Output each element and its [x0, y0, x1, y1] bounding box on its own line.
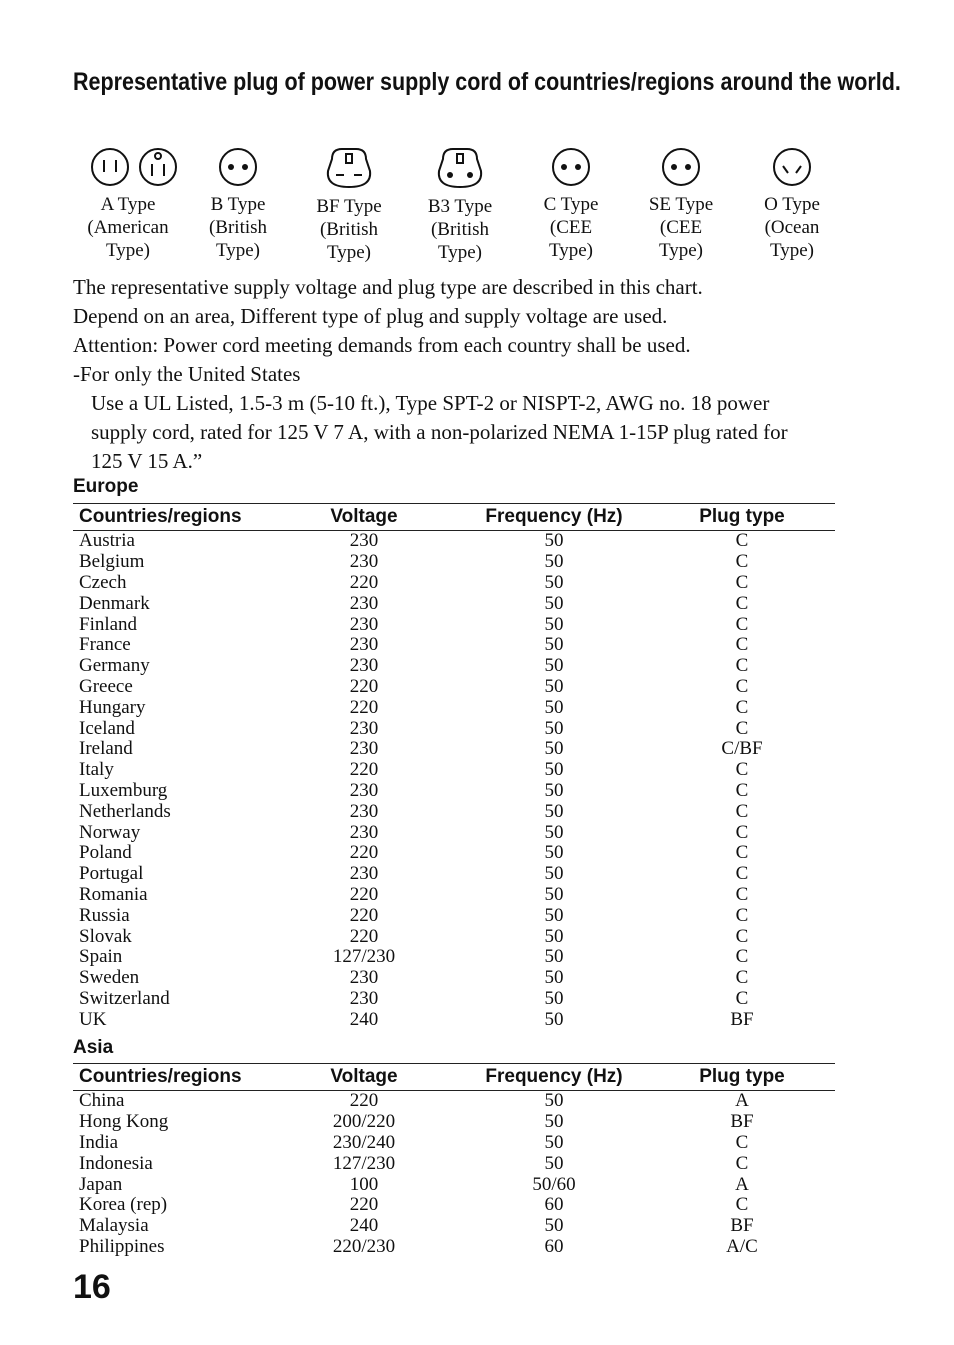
europe-table: [73, 503, 835, 1030]
plug-type-cell: C: [735, 1131, 749, 1153]
frequency-cell: 50: [544, 571, 564, 593]
plug-type-cell: C: [735, 967, 749, 989]
plug-type-cell: BF: [730, 1111, 754, 1133]
voltage-cell: 220: [349, 842, 379, 864]
page-title: Representative plug of power supply cord of countries/regions around the world.: [73, 68, 901, 96]
plug-b3-type: [405, 145, 515, 264]
description-line: The representative supply voltage and plug type are described in this chart.: [73, 275, 703, 299]
frequency-cell: 50: [544, 925, 564, 947]
frequency-cell: 50: [544, 717, 564, 739]
table-row: [73, 760, 835, 781]
voltage-cell: 220: [349, 904, 379, 926]
voltage-cell: 240: [349, 1215, 379, 1237]
description-line: 125 V 15 A.”: [91, 449, 203, 473]
table-row: [73, 1153, 835, 1174]
plug-type-cell: C: [735, 779, 749, 801]
frequency-cell: 50: [544, 1215, 564, 1237]
table-row: [73, 656, 835, 677]
page-number: 16: [73, 1268, 111, 1306]
plug-label: B Type (British Type): [208, 194, 268, 261]
frequency-cell: 50: [544, 1008, 564, 1030]
plug-c-type: [516, 145, 626, 262]
table-row: [73, 614, 835, 635]
table-row: [73, 739, 835, 760]
country-cell: Luxemburg: [79, 779, 168, 801]
frequency-cell: 50: [544, 904, 564, 926]
country-header: Countries/regions: [73, 504, 269, 531]
a-type-plug-icon: [78, 145, 178, 189]
plug-type-cell: C: [735, 571, 749, 593]
plug-type-cell: C: [735, 925, 749, 947]
voltage-cell: 220: [349, 1194, 379, 1216]
frequency-cell: 50: [544, 883, 564, 905]
table-row: [73, 822, 835, 843]
country-cell: France: [79, 634, 131, 656]
frequency-cell: 50: [544, 613, 564, 635]
frequency-cell: 50: [544, 967, 564, 989]
voltage-cell: 230: [349, 863, 379, 885]
plug-type-cell: C: [735, 717, 749, 739]
voltage-cell: 220: [349, 759, 379, 781]
frequency-cell: 60: [544, 1194, 564, 1216]
table-row: [73, 968, 835, 989]
voltage-cell: 230: [349, 655, 379, 677]
plug-se-type: [626, 145, 736, 262]
frequency-cell: 50: [544, 592, 564, 614]
description-line: Depend on an area, Different type of plug and supply voltage are used.: [73, 304, 668, 328]
plug-type-cell: A/C: [726, 1235, 758, 1257]
plug-type-cell: C: [735, 634, 749, 656]
frequency-cell: 60: [544, 1235, 564, 1257]
voltage-cell: 230: [349, 530, 379, 552]
country-cell: Ireland: [79, 738, 133, 760]
voltage-cell: 220/230: [332, 1235, 396, 1257]
country-cell: Hong Kong: [79, 1111, 169, 1133]
frequency-cell: 50: [544, 779, 564, 801]
country-cell: Portugal: [79, 863, 144, 885]
plug-type-cell: C: [735, 1152, 749, 1174]
country-cell: Iceland: [79, 717, 135, 739]
frequency-cell: 50: [544, 821, 564, 843]
frequency-cell: 50: [544, 1152, 564, 1174]
country-cell: Germany: [79, 655, 150, 677]
plug-type-cell: A: [735, 1173, 749, 1195]
voltage-cell: 220: [349, 571, 379, 593]
plug-types-row: [73, 145, 848, 265]
voltage-cell: 230: [349, 738, 379, 760]
country-cell: Slovak: [79, 925, 132, 947]
table-row: [73, 1237, 835, 1258]
frequency-header: Frequency (Hz): [459, 1064, 649, 1091]
voltage-cell: 127/230: [332, 1152, 396, 1174]
o-type-plug-icon: [770, 145, 814, 189]
b-type-plug-icon: [216, 145, 260, 189]
plug-type-cell: C: [735, 530, 749, 552]
europe-table-body: [73, 531, 835, 1031]
table-row: [73, 552, 835, 573]
bf-type-plug-icon: [322, 145, 376, 191]
voltage-cell: 230/240: [332, 1131, 396, 1153]
asia-section-title: Asia: [73, 1037, 114, 1058]
table-row: [73, 905, 835, 926]
country-cell: Greece: [79, 675, 133, 697]
table-row: [73, 635, 835, 656]
plug-type-cell: BF: [730, 1215, 754, 1237]
voltage-cell: 220: [349, 925, 379, 947]
plug-type-cell: BF: [730, 1008, 754, 1030]
voltage-cell: 230: [349, 551, 379, 573]
table-row: [73, 801, 835, 822]
country-cell: Spain: [79, 946, 123, 968]
voltage-cell: 230: [349, 634, 379, 656]
plug-type-cell: C: [735, 842, 749, 864]
table-row: [73, 718, 835, 739]
se-type-plug-icon: [659, 145, 703, 189]
plug-type-cell: C: [735, 696, 749, 718]
plug-label: O Type (Ocean Type): [764, 194, 820, 261]
plug-b-type: [183, 145, 293, 262]
plug-type-cell: C: [735, 883, 749, 905]
country-cell: Indonesia: [79, 1152, 153, 1174]
c-type-plug-icon: [549, 145, 593, 189]
plug-label: C Type (CEE Type): [543, 194, 599, 261]
table-row: [73, 989, 835, 1010]
table-header-row: [73, 1064, 835, 1091]
country-cell: Russia: [79, 904, 130, 926]
europe-section-title: Europe: [73, 476, 139, 497]
plug-type-cell: C: [735, 551, 749, 573]
plug-type-cell: C: [735, 592, 749, 614]
voltage-cell: 230: [349, 779, 379, 801]
country-cell: Finland: [79, 613, 138, 635]
voltage-cell: 230: [349, 800, 379, 822]
plug-type-cell: C: [735, 800, 749, 822]
plug-type-cell: C/BF: [721, 738, 763, 760]
frequency-cell: 50: [544, 675, 564, 697]
voltage-cell: 200/220: [332, 1111, 396, 1133]
voltage-header: Voltage: [269, 504, 459, 531]
table-row: [73, 843, 835, 864]
country-cell: Japan: [79, 1173, 123, 1195]
frequency-header: Frequency (Hz): [459, 504, 649, 531]
frequency-cell: 50: [544, 1131, 564, 1153]
frequency-cell: 50: [544, 1090, 564, 1112]
country-cell: India: [79, 1131, 119, 1153]
country-cell: China: [79, 1090, 125, 1112]
country-cell: Sweden: [79, 967, 140, 989]
country-cell: Czech: [79, 571, 127, 593]
voltage-cell: 220: [349, 675, 379, 697]
table-row: [73, 697, 835, 718]
table-row: [73, 1195, 835, 1216]
frequency-cell: 50/60: [532, 1173, 576, 1195]
plug-type-cell: C: [735, 759, 749, 781]
voltage-cell: 230: [349, 987, 379, 1009]
frequency-cell: 50: [544, 842, 564, 864]
frequency-cell: 50: [544, 800, 564, 822]
plug-type-header: Plug type: [649, 504, 835, 531]
description-line: supply cord, rated for 125 V 7 A, with a non-polarized NEMA 1-15P plug rated for: [91, 420, 788, 444]
plug-type-cell: C: [735, 863, 749, 885]
plug-bf-type: [294, 145, 404, 264]
b3-type-plug-icon: [433, 145, 487, 191]
voltage-cell: 100: [349, 1173, 379, 1195]
country-header: Countries/regions: [73, 1064, 269, 1091]
country-cell: Austria: [79, 530, 135, 552]
frequency-cell: 50: [544, 738, 564, 760]
plug-type-header: Plug type: [649, 1064, 835, 1091]
table-row: [73, 1091, 835, 1112]
description-text: [73, 273, 853, 476]
description-line: -For only the United States: [73, 362, 301, 386]
plug-type-cell: C: [735, 613, 749, 635]
voltage-cell: 230: [349, 821, 379, 843]
country-cell: Netherlands: [79, 800, 171, 822]
frequency-cell: 50: [544, 655, 564, 677]
country-cell: Korea (rep): [79, 1194, 168, 1216]
table-row: [73, 593, 835, 614]
frequency-cell: 50: [544, 1111, 564, 1133]
plug-type-cell: C: [735, 1194, 749, 1216]
table-row: [73, 573, 835, 594]
voltage-cell: 220: [349, 883, 379, 905]
plug-label: B3 Type (British Type): [427, 196, 493, 263]
plug-type-cell: C: [735, 904, 749, 926]
plug-o-type: [737, 145, 847, 262]
table-row: [73, 677, 835, 698]
frequency-cell: 50: [544, 551, 564, 573]
table-row: [73, 885, 835, 906]
description-line: Attention: Power cord meeting demands from each country shall be used.: [73, 333, 691, 357]
frequency-cell: 50: [544, 696, 564, 718]
plug-type-cell: C: [735, 946, 749, 968]
frequency-cell: 50: [544, 530, 564, 552]
country-cell: Denmark: [79, 592, 150, 614]
country-cell: UK: [79, 1008, 107, 1030]
asia-table: [73, 1063, 835, 1257]
table-row: [73, 531, 835, 552]
table-row: [73, 864, 835, 885]
table-row: [73, 1216, 835, 1237]
table-row: [73, 926, 835, 947]
table-row: [73, 1174, 835, 1195]
plug-type-cell: C: [735, 987, 749, 1009]
plug-a-type: [73, 145, 183, 262]
voltage-cell: 230: [349, 717, 379, 739]
plug-type-cell: C: [735, 821, 749, 843]
plug-type-cell: C: [735, 675, 749, 697]
plug-type-cell: C: [735, 655, 749, 677]
plug-type-cell: A: [735, 1090, 749, 1112]
voltage-cell: 127/230: [332, 946, 396, 968]
frequency-cell: 50: [544, 863, 564, 885]
table-row: [73, 781, 835, 802]
voltage-cell: 230: [349, 592, 379, 614]
frequency-cell: 50: [544, 759, 564, 781]
voltage-cell: 230: [349, 967, 379, 989]
table-row: [73, 947, 835, 968]
country-cell: Hungary: [79, 696, 146, 718]
table-row: [73, 1133, 835, 1154]
frequency-cell: 50: [544, 946, 564, 968]
country-cell: Italy: [79, 759, 114, 781]
country-cell: Romania: [79, 883, 148, 905]
description-line: Use a UL Listed, 1.5-3 m (5-10 ft.), Type SPT-2 or NISPT-2, AWG no. 18 power: [91, 391, 770, 415]
voltage-cell: 220: [349, 696, 379, 718]
country-cell: Poland: [79, 842, 132, 864]
plug-label: BF Type (British Type): [316, 196, 382, 263]
country-cell: Belgium: [79, 551, 145, 573]
table-header-row: [73, 504, 835, 531]
frequency-cell: 50: [544, 987, 564, 1009]
plug-label: A Type (American Type): [87, 194, 169, 261]
country-cell: Malaysia: [79, 1215, 149, 1237]
table-row: [73, 1112, 835, 1133]
table-row: [73, 1009, 835, 1030]
voltage-cell: 240: [349, 1008, 379, 1030]
country-cell: Norway: [79, 821, 141, 843]
frequency-cell: 50: [544, 634, 564, 656]
country-cell: Switzerland: [79, 987, 170, 1009]
voltage-cell: 220: [349, 1090, 379, 1112]
asia-table-body: [73, 1091, 835, 1258]
plug-label: SE Type (CEE Type): [648, 194, 714, 261]
voltage-cell: 230: [349, 613, 379, 635]
country-cell: Philippines: [79, 1235, 165, 1257]
voltage-header: Voltage: [269, 1064, 459, 1091]
